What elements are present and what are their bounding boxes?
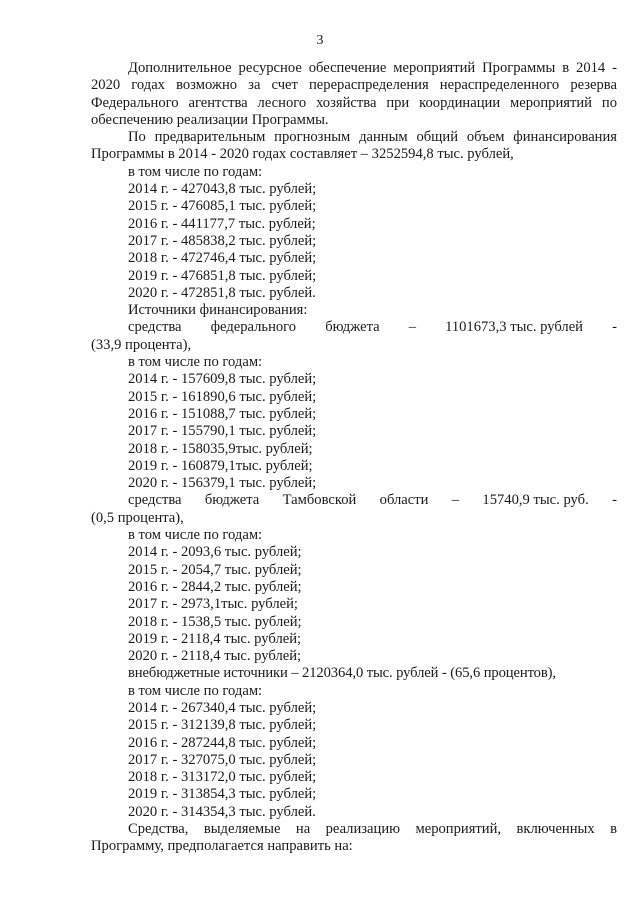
federal-year-2014: 2014 г. - 157609,8 тыс. рублей;: [128, 371, 317, 388]
federal-year-2020: 2020 г. - 156379,1 тыс. рублей;: [128, 475, 317, 492]
total-year-2018: 2018 г. - 472746,4 тыс. рублей;: [128, 250, 317, 267]
total-year-2017: 2017 г. - 485838,2 тыс. рублей;: [128, 232, 317, 249]
federal-year-2016: 2016 г. - 151088,7 тыс. рублей;: [128, 405, 317, 422]
extrabudgetary-year-list: [91, 700, 617, 821]
federal-year-2018: 2018 г. - 158035,9тыс. рублей;: [128, 440, 313, 457]
extrabudgetary-year-2020: 2020 г. - 314354,3 тыс. рублей.: [128, 803, 316, 820]
regional-year-2017: 2017 г. - 2973,1тыс. рублей;: [128, 596, 298, 613]
extrabudgetary-line: внебюджетные источники – 2120364,0 тыс. рублей - (65,6 процентов),: [128, 665, 556, 682]
intro-paragraph: Дополнительное ресурсное обеспечение мероприятий Программы в 2014 - 2020 годах возможно за счет перераспределения нераспределенного резерва Федерального агентства лесного хозяйства при координации мероприятий по обеспечению реализации Программы.: [91, 60, 617, 128]
federal-year-2017: 2017 г. - 155790,1 тыс. рублей;: [128, 423, 317, 440]
document-body: [91, 60, 617, 856]
extrabudgetary-year-2018: 2018 г. - 313172,0 тыс. рублей;: [128, 769, 317, 786]
regional-year-2020: 2020 г. - 2118,4 тыс. рублей;: [128, 648, 302, 665]
total-year-2016: 2016 г. - 441177,7 тыс. рублей;: [128, 215, 316, 232]
regional-share: (0,5 процента),: [91, 509, 184, 526]
total-year-list: [91, 181, 617, 302]
extrabudgetary-year-2019: 2019 г. - 313854,3 тыс. рублей;: [128, 786, 317, 803]
closing-paragraph: Средства, выделяемые на реализацию мероприятий, включенных в Программу, предполагается направить на:: [91, 821, 617, 855]
federal-year-2015: 2015 г. - 161890,6 тыс. рублей;: [128, 388, 317, 405]
total-year-2015: 2015 г. - 476085,1 тыс. рублей;: [128, 198, 317, 215]
regional-year-2019: 2019 г. - 2118,4 тыс. рублей;: [128, 630, 302, 647]
sources-label: Источники финансирования:: [128, 302, 308, 319]
total-by-years-label: в том числе по годам:: [128, 163, 263, 180]
regional-by-years-label: в том числе по годам:: [128, 527, 263, 544]
federal-share: (33,9 процента),: [91, 336, 192, 353]
regional-year-2016: 2016 г. - 2844,2 тыс. рублей;: [128, 578, 302, 595]
regional-year-2014: 2014 г. - 2093,6 тыс. рублей;: [128, 544, 302, 561]
regional-year-2015: 2015 г. - 2054,7 тыс. рублей;: [128, 561, 302, 578]
regional-budget-line: средства бюджета Тамбовской области – 15740,9 тыс. руб. -: [128, 492, 617, 509]
regional-year-2018: 2018 г. - 1538,5 тыс. рублей;: [128, 613, 302, 630]
federal-year-2019: 2019 г. - 160879,1тыс. рублей;: [128, 457, 313, 474]
extrabudgetary-year-2016: 2016 г. - 287244,8 тыс. рублей;: [128, 734, 317, 751]
total-year-2019: 2019 г. - 476851,8 тыс. рублей;: [128, 267, 317, 284]
total-year-2020: 2020 г. - 472851,8 тыс. рублей.: [128, 284, 316, 301]
extrabudgetary-by-years-label: в том числе по годам:: [128, 682, 263, 699]
federal-budget-line: средства федерального бюджета – 1101673,3 тыс. рублей -: [128, 319, 617, 336]
total-year-2014: 2014 г. - 427043,8 тыс. рублей;: [128, 181, 317, 198]
total-funding-paragraph: По предварительным прогнозным данным общий объем финансирования Программы в 2014 - 2020 годах составляет – 3252594,8 тыс. рублей,: [91, 129, 617, 163]
extrabudgetary-year-2017: 2017 г. - 327075,0 тыс. рублей;: [128, 751, 317, 768]
regional-year-list: [91, 544, 617, 665]
federal-year-list: [91, 371, 617, 492]
page-number: 3: [316, 33, 324, 48]
extrabudgetary-year-2015: 2015 г. - 312139,8 тыс. рублей;: [128, 717, 317, 734]
extrabudgetary-year-2014: 2014 г. - 267340,4 тыс. рублей;: [128, 699, 317, 716]
federal-by-years-label: в том числе по годам:: [128, 354, 263, 371]
